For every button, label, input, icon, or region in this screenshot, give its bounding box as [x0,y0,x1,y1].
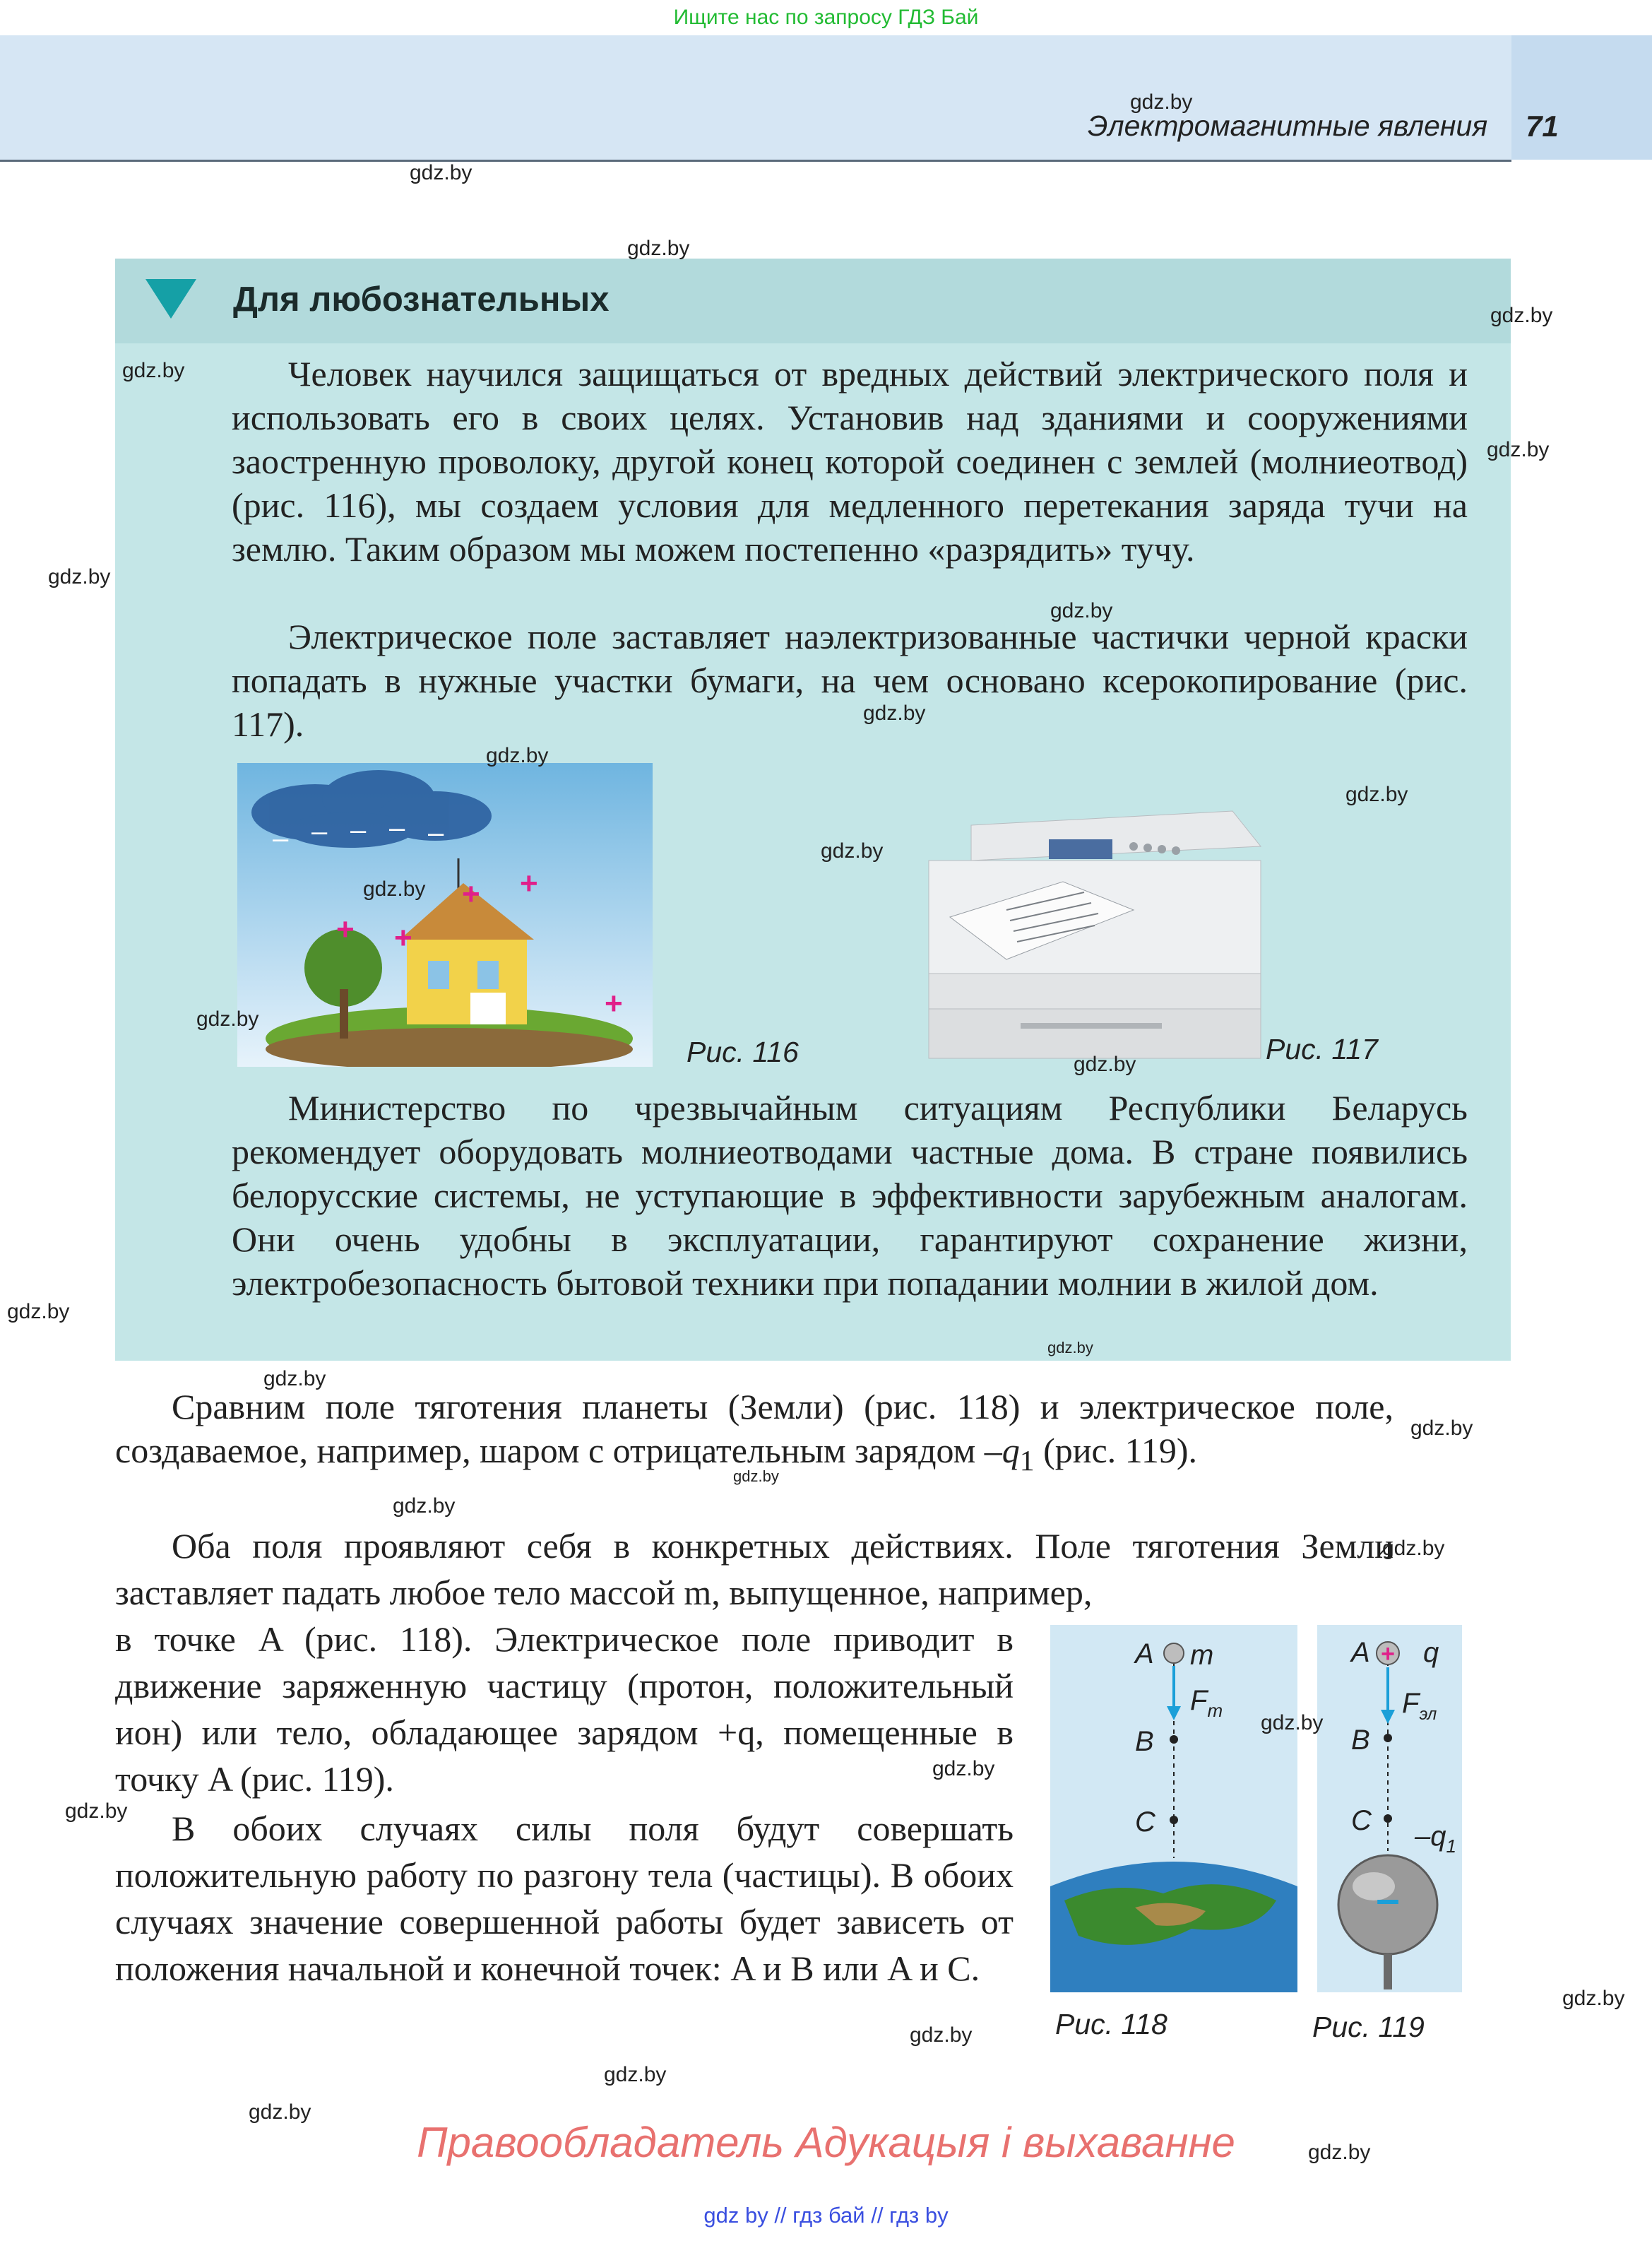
cloud-charge-sign: – [273,823,289,854]
point-c-label: C [1135,1807,1155,1838]
watermark: gdz.by [627,237,690,260]
watermark: gdz.by [821,839,884,863]
plus-charge-icon: + [1381,1640,1395,1667]
box-paragraph-2: Электрическое поле заставляет наэлектризованные частички черной краски попадать в нужные участки бумаги, на чем основано ксерокопирование (рис. 117). [232,617,1468,744]
watermark: gdz.by [1308,2141,1371,2164]
watermark: gdz.by [7,1300,70,1323]
watermark: gdz.by [1047,1339,1093,1356]
earth-gravity-figure [1050,1625,1297,1992]
watermark: gdz.by [48,565,111,589]
electric-force-label: $F_{эл}$ [1402,1688,1437,1724]
house-charge-sign: + [336,912,355,947]
figure-116-caption: Рис. 116 [687,1036,799,1068]
box-paragraph-3: Министерство по чрезвычайным ситуациям Республики Беларусь рекомендует оборудовать молниеотводами частные дома. В стране появились белорусские системы, не уступающие в эффективности зарубежным аналогам. Они очень удобны в эксплуатации, гарантируют сохранение жизни, электробезопасность бытовой техники при попадании молнии в жилой дом. [232,1088,1468,1303]
cloud-charge-sign: – [389,812,405,844]
house-charge-sign: + [520,866,538,901]
cloud-charge-sign: – [428,817,444,848]
chapter-title: Электромагнитные явления [1088,110,1488,142]
gravity-force-label: $F_т$ [1190,1685,1223,1721]
point-a-label: A [1135,1638,1154,1669]
figure-119-caption: Рис. 119 [1312,2011,1425,2043]
watermark: gdz.by [122,359,185,382]
house-charge-sign: + [394,921,412,955]
footer-links[interactable]: gdz by // гдз бай // гдз by [703,2203,949,2228]
watermark: gdz.by [733,1467,779,1485]
watermark: gdz.by [1074,1053,1136,1076]
main-paragraph-2-cont: в точке A (рис. 118). Электрическое поле приводит в движение заряженную частицу (протон, положительный ион) или тело, обладающее зарядом +q, помещенные в точку A (рис. 119). [115,1619,1014,1799]
header-band [0,35,1511,162]
watermark: gdz.by [249,2100,311,2124]
charged-sphere-figure [1317,1625,1462,1992]
watermark: gdz.by [1050,599,1113,622]
info-box-title: Для любознательных [233,280,610,319]
box-paragraph-1: Человек научился защищаться от вредных действий электрического поля и использовать его в своих целях. Установив над зданиями и сооружениями заостренную проволоку, другой конец которой соединен с землей (молниеотвод) (рис. 116), мы создаем условия для медленного перетекания заряда тучи на землю. Таким образом мы можем постепенно «разрядить» тучу. [232,354,1468,569]
watermark: gdz.by [1261,1711,1324,1734]
watermark: gdz.by [910,2023,973,2047]
mass-label: m [1190,1640,1214,1671]
main-paragraph-1: Сравним поле тяготения планеты (Земли) (рис. 118) и электрическое поле, создаваемое, например, шаром с отрицательным зарядом $-q_1$ (рис. 119). [115,1387,1393,1477]
watermark: gdz.by [393,1494,456,1518]
point-a-label: A [1351,1637,1370,1668]
house-charge-sign: + [462,877,480,911]
figure-118-caption: Рис. 118 [1055,2008,1167,2040]
charge-variable: –q [984,1431,1020,1470]
triangle-marker-icon [145,279,196,319]
watermark: gdz.by [196,1007,259,1031]
watermark: gdz.by [1345,783,1408,806]
watermark: gdz.by [65,1799,128,1823]
house-charge-sign: + [605,986,623,1021]
watermark: gdz.by [604,2063,667,2086]
top-banner[interactable]: Ищите нас по запросу ГДЗ Бай [673,6,979,29]
watermark: gdz.by [1410,1417,1473,1440]
sphere-charge-label: $-q_1$ [1415,1821,1456,1857]
watermark: gdz.by [1487,438,1550,461]
point-b-label: B [1135,1726,1154,1757]
main-paragraph-2: Оба поля проявляют себя в конкретных действиях. Поле тяготения Земли заставляет падать любое тело массой m, выпущенное, например, [115,1526,1393,1612]
charge-subscript: 1 [1019,1445,1035,1477]
watermark: gdz.by [932,1757,995,1780]
point-b-label: B [1351,1725,1370,1756]
page-number: 71 [1526,110,1559,143]
main-paragraph-3: В обоих случаях силы поля будут совершать положительную работу по разгону тела (частицы). В обоих случаях значение совершенной работы будет зависеть от положения начальной и конечной точек: A и B или A и C. [115,1809,1014,1988]
watermark: gdz.by [410,161,473,184]
figure-117-caption: Рис. 117 [1266,1033,1378,1065]
cloud-charge-sign: – [311,816,328,847]
watermark: gdz.by [863,702,926,725]
charge-label: q [1423,1637,1439,1668]
watermark: gdz.by [1562,1987,1625,2010]
point-c-label: C [1351,1805,1372,1836]
house-lightning-rod-figure [237,763,653,1067]
minus-charge-icon: – [1376,1875,1400,1922]
watermark: gdz.by [263,1367,326,1390]
cloud-charge-sign: – [350,815,367,846]
watermark: gdz.by [486,744,549,767]
watermark: gdz.by [1382,1537,1445,1560]
watermark: gdz.by [363,877,426,901]
watermark: gdz.by [1490,304,1553,327]
copyright-holder: Правообладатель Адукацыя і выхаванне [417,2119,1235,2166]
copier-figure [922,797,1268,1065]
watermark: gdz.by [1130,90,1193,114]
